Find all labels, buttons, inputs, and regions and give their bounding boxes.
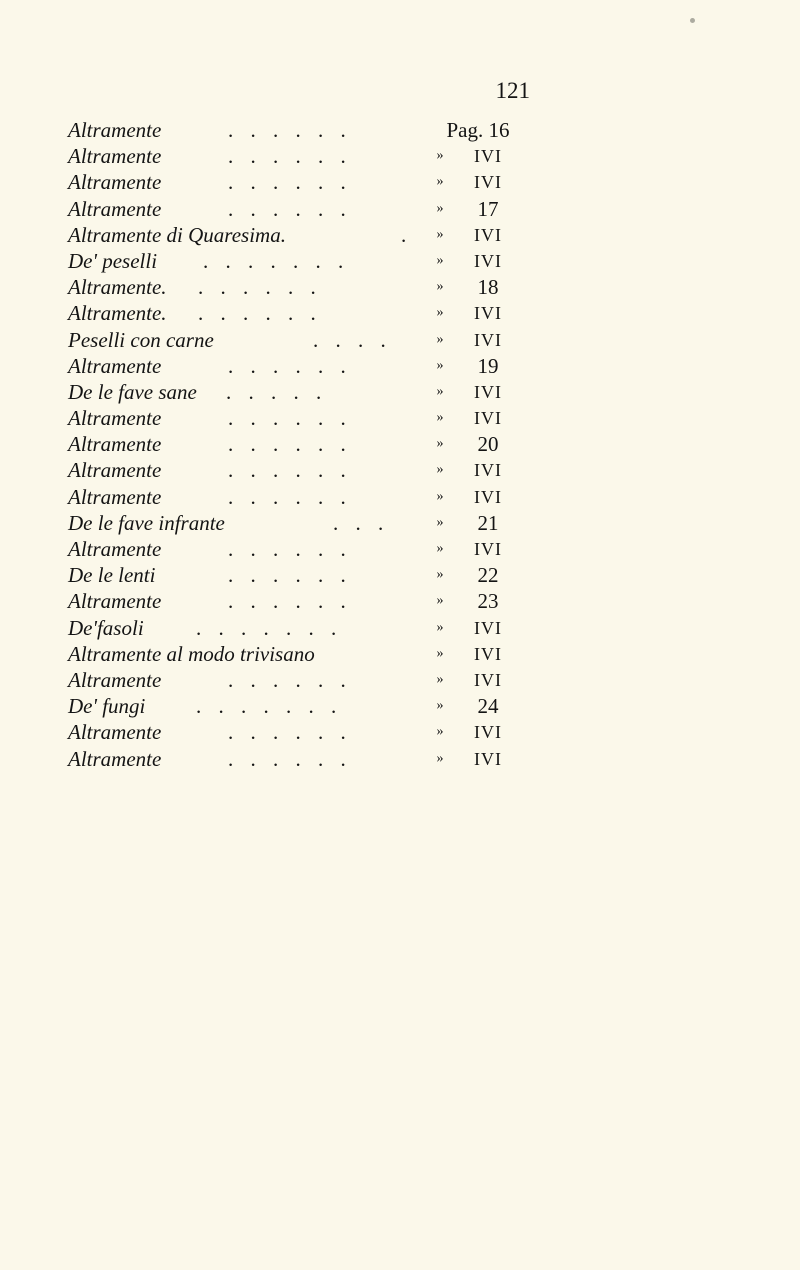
dot-leader: . . . . . . (198, 301, 322, 326)
toc-entry (68, 248, 548, 274)
entry-page: IVI (474, 486, 502, 507)
entry-page: 21 (477, 510, 499, 535)
ditto-mark: » (436, 436, 444, 452)
entry-title: De le fave sane (68, 379, 197, 404)
toc-entry (68, 274, 548, 300)
dot-leader: . . . . . . (228, 563, 352, 588)
ditto-mark: » (436, 226, 444, 242)
toc-entry (68, 719, 548, 745)
entry-title: Altramente (68, 170, 162, 195)
ditto-mark: » (436, 200, 444, 216)
toc-entry (68, 405, 548, 431)
toc-entry (68, 143, 548, 169)
entry-title: De le lenti (68, 563, 156, 588)
entry-title: Altramente. (68, 275, 167, 300)
toc-entry (68, 693, 548, 719)
ditto-mark: » (436, 331, 444, 347)
dot-leader: . . . . (313, 327, 392, 352)
entry-page: IVI (474, 669, 502, 690)
toc-entry (68, 484, 548, 510)
ditto-mark: » (436, 671, 444, 687)
entry-page: IVI (474, 329, 502, 350)
entry-title: De' peselli (68, 248, 158, 273)
entry-page: IVI (474, 381, 502, 402)
dot-leader: . (401, 222, 413, 247)
entry-page: IVI (474, 224, 502, 245)
dot-leader: . . . . . (226, 379, 328, 404)
entry-page: IVI (474, 303, 502, 324)
ditto-mark: » (436, 488, 444, 504)
toc-entry (68, 746, 548, 772)
ditto-mark: » (436, 174, 444, 190)
ditto-mark: » (436, 645, 444, 661)
ditto-mark: » (436, 619, 444, 635)
ditto-mark: » (436, 514, 444, 530)
dot-leader: . . . . . . (228, 118, 352, 142)
entry-page: Pag. 16 (446, 118, 510, 142)
entry-title: De' fungi (68, 694, 146, 719)
toc-entry (68, 222, 548, 248)
entry-page: IVI (474, 722, 502, 743)
entry-page: 22 (477, 563, 499, 588)
entry-title: Altramente (68, 589, 162, 614)
entry-title: Altramente (68, 537, 162, 561)
toc-entry (68, 431, 548, 457)
entry-title: Altramente di Quaresima. (68, 222, 286, 247)
dot-leader: . . . . . . (228, 458, 352, 483)
entry-title: Altramente (68, 746, 162, 771)
toc-entry (68, 562, 548, 588)
entry-title: Altramente (68, 432, 162, 457)
dot-leader: . . . . . . . (196, 615, 343, 640)
entry-title: De'fasoli (68, 615, 144, 640)
entry-page: IVI (474, 146, 502, 167)
entry-title: Altramente (68, 118, 162, 142)
toc-entry (68, 667, 548, 693)
entry-title: Altramente (68, 484, 162, 509)
dot-leader: . . . . . . (228, 353, 352, 378)
ditto-mark: » (436, 698, 444, 714)
table-of-contents (68, 117, 548, 772)
entry-title: De le fave infrante (68, 510, 225, 535)
toc-entry (68, 300, 548, 326)
entry-page: 17 (477, 196, 499, 221)
entry-page: IVI (474, 539, 502, 559)
dot-leader: . . . . . . (228, 720, 352, 745)
ditto-mark: » (436, 357, 444, 373)
toc-entry (68, 641, 548, 667)
dot-leader: . . . . . . (228, 484, 352, 509)
toc-entry (68, 536, 548, 562)
entry-page: IVI (474, 408, 502, 429)
toc-entry (68, 196, 548, 222)
entry-title: Altramente (68, 144, 162, 169)
entry-page: 23 (477, 589, 499, 614)
dot-leader: . . . . . . (198, 275, 322, 300)
ditto-mark: » (436, 541, 444, 556)
ditto-mark: » (436, 305, 444, 321)
dot-leader: . . . . . . (228, 406, 352, 431)
toc-entry (68, 615, 548, 641)
entry-title: Altramente (68, 406, 162, 431)
dot-leader: . . . . . . (228, 667, 352, 692)
toc-entry (68, 379, 548, 405)
ditto-mark: » (436, 567, 444, 583)
ditto-mark: » (436, 750, 444, 766)
dot-leader: . . . (333, 510, 390, 535)
page-number: 121 (495, 78, 530, 103)
entry-page: IVI (474, 172, 502, 193)
dot-leader: . . . . . . (228, 432, 352, 457)
entry-page: 19 (477, 353, 499, 378)
entry-page: 18 (477, 275, 499, 300)
entry-title: Altramente (68, 667, 162, 692)
toc-entry (68, 353, 548, 379)
toc-entry (68, 117, 548, 143)
ditto-mark: » (436, 148, 444, 164)
entry-page: 24 (477, 694, 499, 719)
toc-entry (68, 510, 548, 536)
dot-leader: . . . . . . . (196, 694, 343, 719)
dot-leader: . . . . . . (228, 589, 352, 614)
entry-page: IVI (474, 460, 502, 481)
entry-title: Altramente al modo trivisano (68, 641, 315, 666)
ink-spot (690, 18, 695, 23)
entry-title: Altramente (68, 353, 162, 378)
entry-title: Altramente (68, 720, 162, 745)
entry-page: IVI (474, 617, 502, 638)
dot-leader: . . . . . . (228, 144, 352, 169)
entry-title: Altramente (68, 196, 162, 221)
dot-leader: . . . . . . (228, 537, 352, 561)
dot-leader: . . . . . . . (203, 248, 350, 273)
toc-entry (68, 327, 548, 353)
entry-title: Altramente. (68, 301, 167, 326)
dot-leader: . . . . . . (228, 170, 352, 195)
entry-page: IVI (474, 250, 502, 271)
entry-title: Peselli con carne (68, 327, 214, 352)
ditto-mark: » (436, 410, 444, 426)
ditto-mark: » (436, 279, 444, 295)
dot-leader: . . . . . . (228, 196, 352, 221)
toc-entry (68, 457, 548, 483)
toc-entry (68, 169, 548, 195)
dot-leader: . . . . . . (228, 746, 352, 771)
entry-title: Altramente (68, 458, 162, 483)
ditto-mark: » (436, 724, 444, 740)
ditto-mark: » (436, 593, 444, 609)
ditto-mark: » (436, 462, 444, 478)
entry-page: IVI (474, 748, 502, 769)
ditto-mark: » (436, 252, 444, 268)
entry-page: 20 (477, 432, 499, 457)
ditto-mark: » (436, 383, 444, 399)
entry-page: IVI (474, 643, 502, 664)
toc-entry (68, 588, 548, 614)
